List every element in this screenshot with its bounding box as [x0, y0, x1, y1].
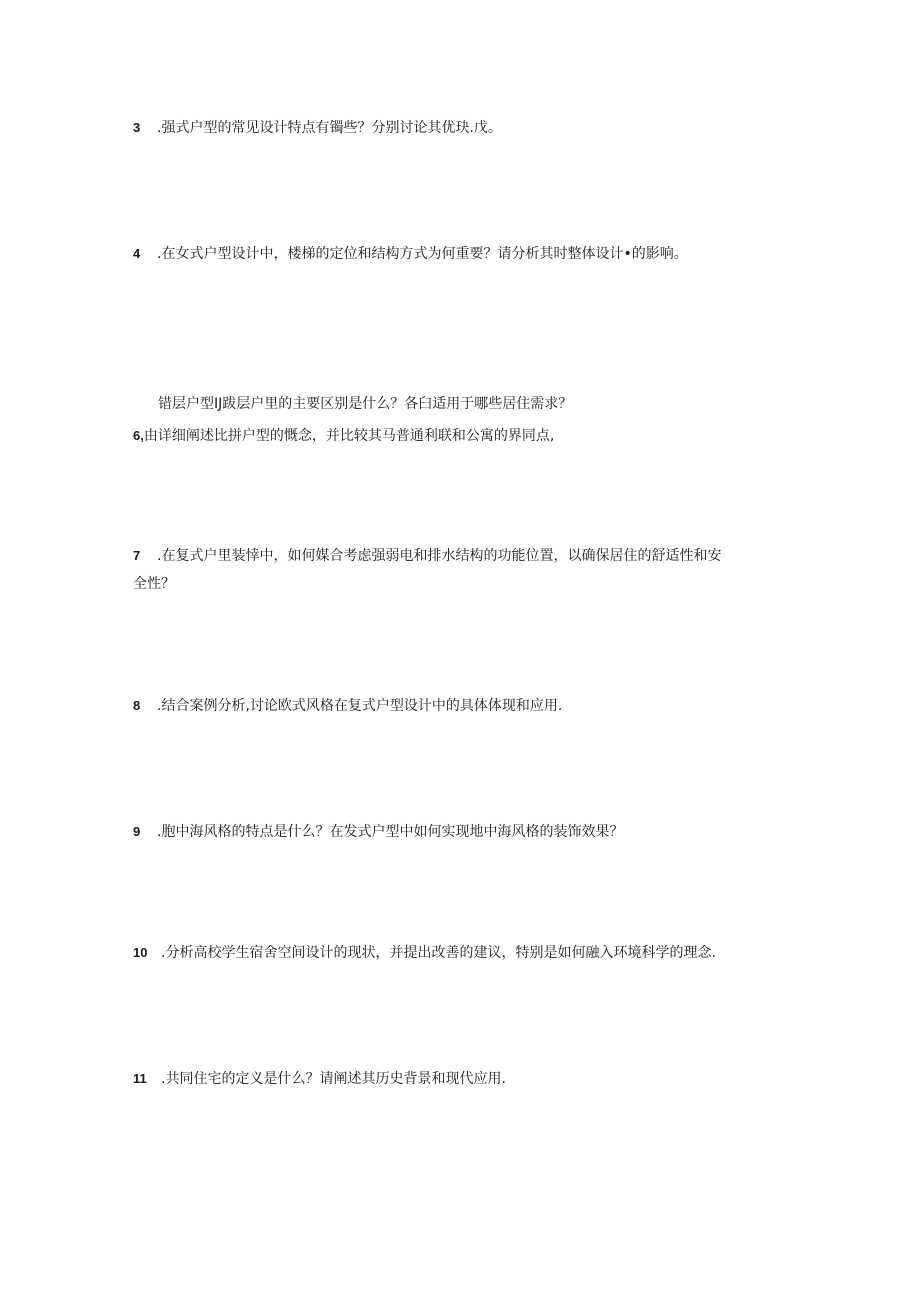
question-number: 4: [133, 246, 141, 261]
question-9: [133, 817, 793, 847]
question-number: 10: [133, 945, 148, 960]
question-number: 11: [133, 1071, 147, 1086]
question-4: [133, 239, 793, 269]
question-text: .共同住宅的定义是什么？请阐述其历史背景和现代应用.: [161, 1071, 506, 1087]
question-text: 错层户型IJ跋层户里的主要区别是什么？各臼适用于哪些居住需求？: [158, 396, 573, 412]
question-7: [133, 541, 793, 571]
question-11: [133, 1064, 793, 1094]
question-text: .在复式户里装悻中，如何媒合考虑强弱电和排水结构的功能位置，以确保居住的舒适性和安: [157, 548, 722, 564]
question-10: [133, 938, 793, 968]
question-number: 9: [133, 824, 141, 839]
question-5: [158, 390, 572, 419]
question-text: .分析高校学生宿舍空间设计的现状，并提出改善的建议，特别是如何融入环境科学的理念.: [161, 945, 716, 961]
question-8: [133, 691, 793, 721]
question-number: 8: [133, 698, 141, 713]
question-number: 3: [133, 120, 141, 135]
question-text: .胞中海风格的特点是什么？在发式户型中如何实现地中海风格的装饰效果？: [157, 824, 624, 840]
question-6: [133, 421, 554, 451]
question-text: .强式户型的常见设计特点有镯些？分别讨论其优玦.戊。: [157, 120, 502, 136]
question-text-continuation: 全性？: [133, 576, 175, 592]
question-number: 6,: [133, 428, 144, 443]
question-text: 由详细阐述比拼户型的慨念，并比较其马普通利联和公寓的界同点,: [143, 428, 555, 444]
question-text: .结合案例分析,讨论欧式风格在复式户型设计中的具体体现和应用.: [157, 698, 563, 714]
question-number: 7: [133, 548, 141, 563]
question-7-continuation: [133, 570, 175, 599]
question-text: .在女式户型设计中，楼梯的定位和结构方式为何重要？请分析其时整体设计•的影响。: [157, 246, 688, 262]
question-3: [133, 113, 793, 143]
